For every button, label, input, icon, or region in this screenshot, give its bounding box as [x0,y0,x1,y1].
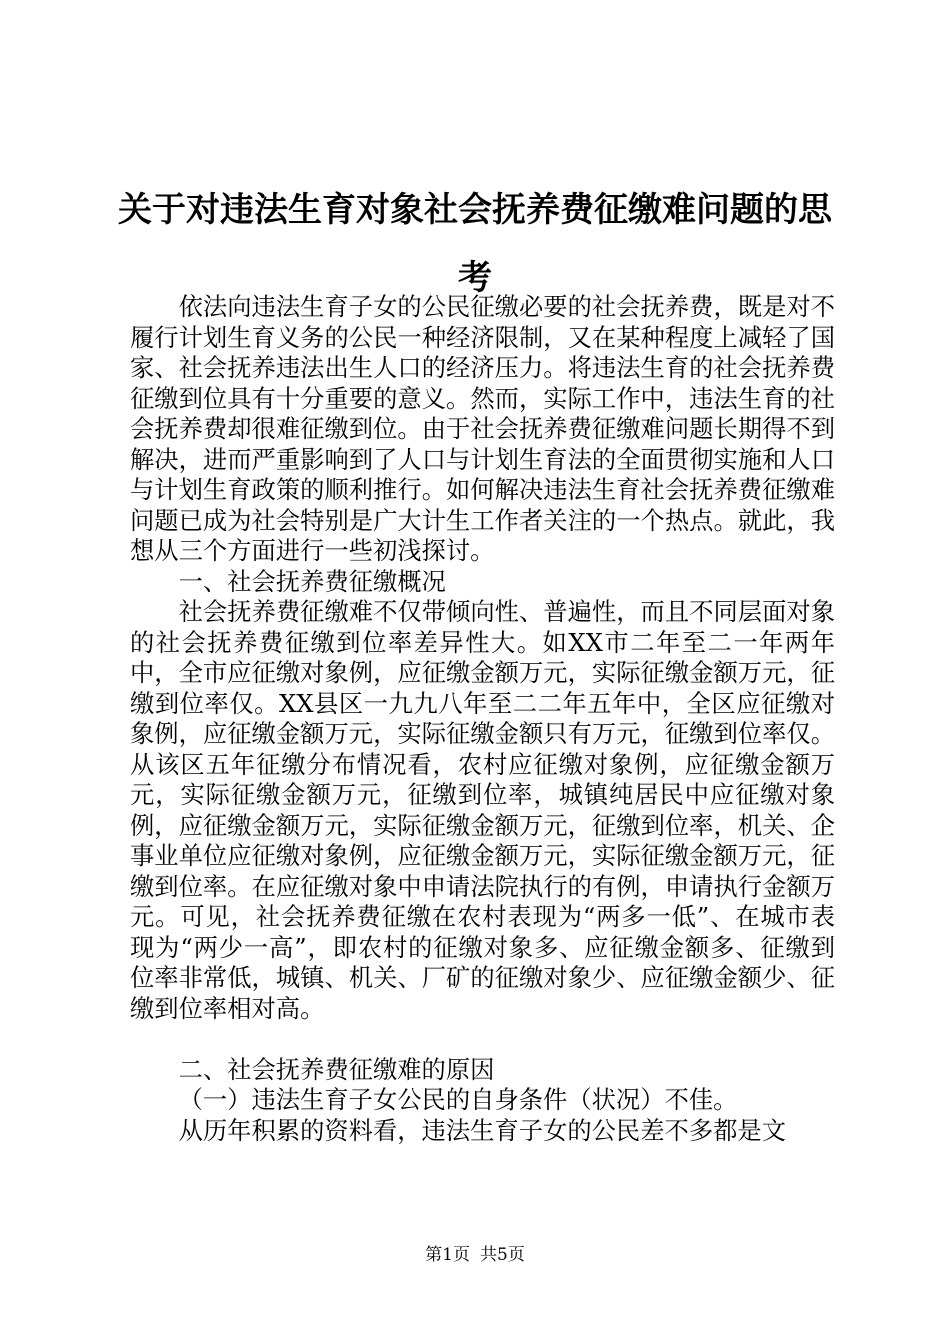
subsection-heading-1: （一）违法生育子女公民的自身条件（状况）不佳。 [178,1085,738,1114]
section-heading-1: 一、社会抚养费征缴概况 [178,566,446,596]
section-1-paragraph: 社会抚养费征缴难不仅带倾向性、普遍性，而且不同层面对象的社会抚养费征缴到位率差异性大。如XX市二年至二一年两年中，全市应征缴对象例，应征缴金额万元，实际征缴金额万元，征缴到位率仅。XX县区一九九八年至二二年五年中，全区应征缴对象例，应征缴金额万元，实际征缴金额只有万元，征缴到位率仅。从该区五年征缴分布情况看，农村应征缴对象例，应征缴金额万元，实际征缴金额万元，征缴到位率，城镇纯居民中应征缴对象例，应征缴金额万元，实际征缴金额万元，征缴到位率，机关、企事业单位应征缴对象例，应征缴金额万元，实际征缴金额万元，征缴到位率。在应征缴对象中申请法院执行的有例，申请执行金额万元。可见，社会抚养费征缴在农村表现为“两多一低”、在城市表现为“两少一高”，即农村的征缴对象多、应征缴金额多、征缴到位率非常低，城镇、机关、厂矿的征缴对象少、应征缴金额少、征缴到位率相对高。 [130,597,835,1023]
page-number: 第1页 [425,1245,470,1265]
page-footer [0,1244,950,1266]
intro-paragraph: 依法向违法生育子女的公民征缴必要的社会抚养费，既是对不履行计划生育义务的公民一种经济限制，又在某种程度上减轻了国家、社会抚养违法出生人口的经济压力。将违法生育的社会抚养费征缴到位具有十分重要的意义。然而，实际工作中，违法生育的社会抚养费却很难征缴到位。由于社会抚养费征缴难问题长期得不到解决，进而严重影响到了人口与计划生育法的全面贯彻实施和人口与计划生育政策的顺利推行。如何解决违法生育社会抚养费征缴难问题已成为社会特别是广大计生工作者关注的一个热点。就此，我想从三个方面进行一些初浅探讨。 [130,292,835,565]
subsection-1-paragraph: 从历年积累的资料看，违法生育子女的公民差不多都是文 [178,1115,787,1145]
page-total: 共5页 [480,1245,525,1265]
document-body [130,292,835,1146]
document-title: 关于对违法生育对象社会抚养费征缴难问题的思考 [118,190,832,298]
section-heading-2: 二、社会抚养费征缴难的原因 [178,1054,495,1084]
